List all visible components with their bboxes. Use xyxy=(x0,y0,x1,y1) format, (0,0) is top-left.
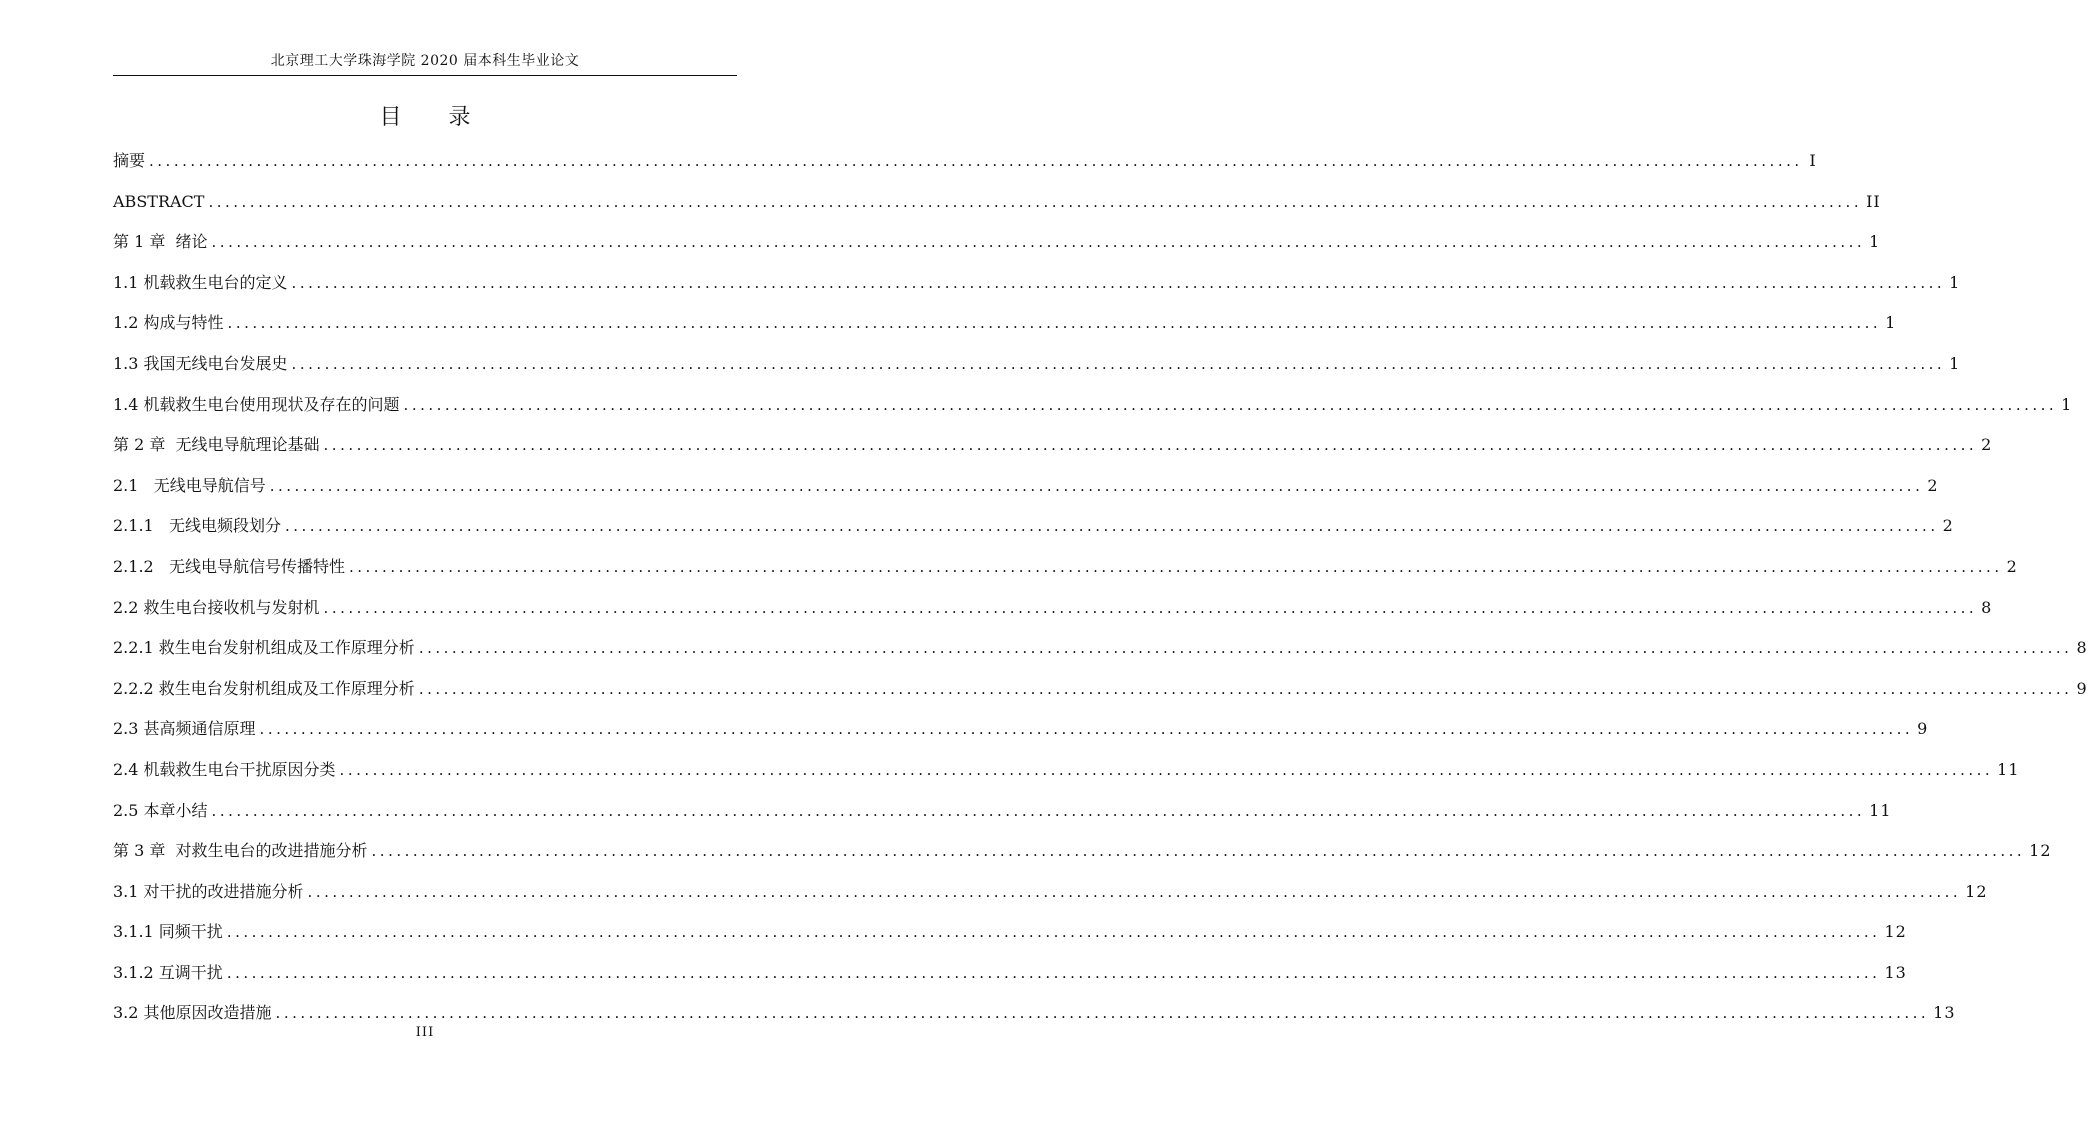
toc-entry-label: 2.2.1 救生电台发射机组成及工作原理分析 xyxy=(113,638,415,658)
toc-dot-leader: ........................................................................................................................................................................................................ xyxy=(211,801,1866,820)
toc-entry[interactable] xyxy=(113,669,2088,710)
toc-entry-label: 摘要 xyxy=(113,151,146,170)
toc-entry-page: 12 xyxy=(1965,881,1988,901)
toc-dot-leader: ........................................................................................................................................................................................................ xyxy=(323,598,1978,617)
toc-entry-label: 3.1 对干扰的改进措施分析 xyxy=(113,881,304,901)
toc-entry-page: 2 xyxy=(1942,516,1954,536)
toc-entry-page: 2 xyxy=(1927,475,1939,495)
toc-entry-label: 2.1 无线电导航信号 xyxy=(113,475,266,495)
toc-entry-label: 3.1.1 同频干扰 xyxy=(113,922,223,942)
toc-entry[interactable] xyxy=(113,141,1817,182)
toc-entry-label: 2.2 救生电台接收机与发射机 xyxy=(113,597,320,617)
toc-dot-leader: ........................................................................................................................................................................................................ xyxy=(418,639,2073,658)
toc-entry[interactable] xyxy=(113,791,1892,832)
toc-entry[interactable] xyxy=(113,222,1881,263)
running-header: 北京理工大学珠海学院 2020 届本科生毕业论文 xyxy=(270,53,580,69)
toc-dot-leader: ........................................................................................................................................................................................................ xyxy=(226,923,1881,942)
toc-entry[interactable] xyxy=(113,385,2073,426)
toc-entry-label: 3.2 其他原因改造措施 xyxy=(113,1003,272,1023)
toc-dot-leader: ........................................................................................................................................................................................................ xyxy=(227,314,1882,333)
header-rule xyxy=(113,75,737,76)
toc-dot-leader: ........................................................................................................................................................................................................ xyxy=(348,557,2003,576)
toc-entry-label: 2.4 机载救生电台干扰原因分类 xyxy=(113,759,336,779)
toc-entry-label: 2.5 本章小结 xyxy=(113,800,208,820)
toc-dot-leader: ........................................................................................................................................................................................................ xyxy=(339,760,1994,779)
toc-entry-label: 2.3 甚高频通信原理 xyxy=(113,719,256,739)
toc-entry-page: 9 xyxy=(2076,678,2088,698)
toc-entry-page: 1 xyxy=(2061,394,2073,414)
toc-entry[interactable] xyxy=(113,466,1939,507)
toc-entry-page: 1 xyxy=(1885,313,1897,333)
toc-dot-leader: ........................................................................................................................................................................................................ xyxy=(284,517,1939,536)
toc-dot-leader: ........................................................................................................................................................................................................ xyxy=(403,395,2058,414)
toc-entry-page: 2 xyxy=(2006,556,2018,576)
toc-entry-label: 1.2 构成与特性 xyxy=(113,313,224,333)
toc-entry[interactable] xyxy=(113,628,2088,669)
toc-entry-page: II xyxy=(1866,191,1881,211)
toc-entry-page: 2 xyxy=(1981,435,1993,455)
toc-dot-leader: ........................................................................................................................................................................................................ xyxy=(323,436,1978,455)
toc-dot-leader: ........................................................................................................................................................................................................ xyxy=(149,152,1803,170)
toc-entry[interactable] xyxy=(113,182,1881,223)
toc-entry-page: 1 xyxy=(1949,272,1961,292)
toc-dot-leader: ........................................................................................................................................................................................................ xyxy=(291,273,1946,292)
toc-entry-page: 13 xyxy=(1933,1003,1956,1023)
table-of-contents xyxy=(113,141,2088,1034)
toc-entry-page: 8 xyxy=(2076,638,2088,658)
toc-entry[interactable] xyxy=(113,953,1907,994)
toc-dot-leader: ........................................................................................................................................................................................................ xyxy=(275,1004,1930,1023)
toc-entry[interactable] xyxy=(113,263,1961,304)
toc-dot-leader: ........................................................................................................................................................................................................ xyxy=(371,842,2026,861)
toc-entry[interactable] xyxy=(113,588,1993,629)
toc-dot-leader: ........................................................................................................................................................................................................ xyxy=(291,354,1946,373)
toc-entry[interactable] xyxy=(113,872,1988,913)
toc-entry[interactable] xyxy=(113,506,1954,547)
toc-entry-label: 2.2.2 救生电台发射机组成及工作原理分析 xyxy=(113,678,415,698)
toc-entry-label: 第 1 章 绪论 xyxy=(113,232,208,252)
toc-entry-page: 12 xyxy=(1884,922,1907,942)
toc-entry[interactable] xyxy=(113,750,2020,791)
toc-dot-leader: ........................................................................................................................................................................................................ xyxy=(269,476,1924,495)
toc-entry[interactable] xyxy=(113,912,1907,953)
page-number: III xyxy=(415,1025,435,1040)
toc-entry[interactable] xyxy=(113,344,1961,385)
toc-entry[interactable] xyxy=(113,425,1993,466)
toc-dot-leader: ........................................................................................................................................................................................................ xyxy=(208,192,1863,211)
toc-entry-page: 12 xyxy=(2029,841,2052,861)
toc-entry-label: 1.1 机载救生电台的定义 xyxy=(113,272,288,292)
toc-entry-page: 1 xyxy=(1869,232,1881,252)
toc-dot-leader: ........................................................................................................................................................................................................ xyxy=(226,963,1881,982)
toc-dot-leader: ........................................................................................................................................................................................................ xyxy=(418,679,2073,698)
toc-dot-leader: ........................................................................................................................................................................................................ xyxy=(307,882,1962,901)
toc-entry-label: 1.4 机载救生电台使用现状及存在的问题 xyxy=(113,394,400,414)
toc-dot-leader: ........................................................................................................................................................................................................ xyxy=(211,233,1866,252)
toc-entry-label: 第 3 章 对救生电台的改进措施分析 xyxy=(113,841,368,861)
toc-entry-page: 13 xyxy=(1884,962,1907,982)
toc-entry[interactable] xyxy=(113,831,2052,872)
toc-entry-label: ABSTRACT xyxy=(113,191,205,211)
toc-entry[interactable] xyxy=(113,709,1929,750)
toc-entry-label: 2.1.2 无线电导航信号传播特性 xyxy=(113,556,345,576)
toc-entry-page: 11 xyxy=(1997,759,2020,779)
toc-entry-page: 8 xyxy=(1981,597,1993,617)
toc-entry-page: I xyxy=(1809,151,1817,170)
toc-entry-label: 第 2 章 无线电导航理论基础 xyxy=(113,435,320,455)
toc-title: 目 录 xyxy=(379,105,491,130)
toc-entry-page: 11 xyxy=(1869,800,1892,820)
toc-entry-label: 3.1.2 互调干扰 xyxy=(113,962,223,982)
toc-entry-page: 9 xyxy=(1917,719,1929,739)
toc-entry-page: 1 xyxy=(1949,353,1961,373)
toc-entry[interactable] xyxy=(113,547,2018,588)
toc-dot-leader: ........................................................................................................................................................................................................ xyxy=(259,720,1914,739)
toc-entry[interactable] xyxy=(113,303,1897,344)
toc-entry-label: 2.1.1 无线电频段划分 xyxy=(113,516,281,536)
toc-entry-label: 1.3 我国无线电台发展史 xyxy=(113,353,288,373)
